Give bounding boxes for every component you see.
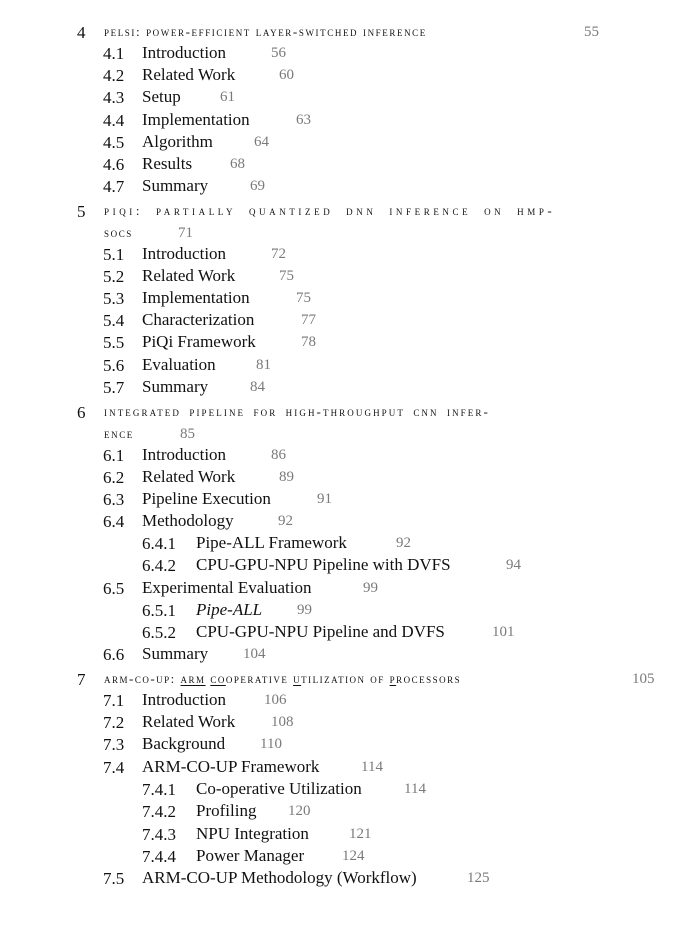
subsection-title[interactable]: Co-operative Utilization (196, 779, 362, 798)
section-number: 6.1 (103, 446, 125, 465)
page-number: 99 (363, 580, 378, 596)
subsection-number: 7.4.2 (142, 802, 176, 821)
page-number: 75 (296, 290, 311, 306)
section-title[interactable]: Introduction (142, 445, 227, 464)
section-title[interactable]: Evaluation (142, 355, 216, 374)
section-title[interactable]: Implementation (142, 288, 250, 307)
chapter-number: 5 (77, 202, 86, 221)
section-number: 4.6 (103, 155, 125, 174)
subsection-number: 7.4.1 (142, 780, 176, 799)
section-number: 5.5 (103, 333, 125, 352)
chapter-number: 6 (77, 403, 86, 422)
subsection-number: 6.5.2 (142, 623, 176, 642)
section-title[interactable]: ARM-CO-UP Methodology (Workflow) (142, 868, 417, 887)
page-number: 124 (342, 848, 365, 864)
section-title[interactable]: Introduction (142, 43, 227, 62)
chapter-title-continued[interactable]: ence (104, 426, 134, 441)
chapter-title[interactable]: arm-co-up: arm cooperative utilization of processors (104, 671, 462, 686)
section-title[interactable]: Introduction (142, 690, 227, 709)
chapter-title[interactable]: piqi: partially quantized dnn inference on hmp- (104, 203, 556, 218)
section-title[interactable]: Summary (142, 176, 209, 195)
section-title[interactable]: Related Work (142, 712, 236, 731)
section-title[interactable]: Setup (142, 87, 181, 106)
section-number: 4.1 (103, 44, 125, 63)
section-number: 5.3 (103, 289, 125, 308)
section-number: 4.2 (103, 66, 125, 85)
section-number: 6.6 (103, 645, 125, 664)
page-number: 60 (279, 67, 294, 83)
section-number: 6.2 (103, 468, 125, 487)
section-title[interactable]: Results (142, 154, 193, 173)
page-number: 91 (317, 491, 332, 507)
section-title[interactable]: Summary (142, 377, 209, 396)
section-number: 7.3 (103, 735, 125, 754)
section-title[interactable]: Implementation (142, 110, 250, 129)
page-number: 99 (297, 602, 312, 618)
page-number: 92 (278, 513, 293, 529)
page-number: 89 (279, 469, 294, 485)
section-title[interactable]: Background (142, 734, 226, 753)
section-title[interactable]: ARM-CO-UP Framework (142, 757, 320, 776)
page-number: 69 (250, 178, 265, 194)
page-number: 56 (271, 45, 286, 61)
section-number: 7.2 (103, 713, 125, 732)
chapter-title[interactable]: integrated pipeline for high-throughput cnn infer- (104, 404, 490, 419)
subsection-title[interactable]: CPU-GPU-NPU Pipeline and DVFS (196, 622, 445, 641)
page-number: 81 (256, 357, 271, 373)
subsection-number: 6.4.2 (142, 556, 176, 575)
page-number: 120 (288, 803, 311, 819)
section-number: 4.5 (103, 133, 125, 152)
chapter-title[interactable]: pelsi: power-efficient layer-switched inference (104, 24, 427, 39)
subsection-title[interactable]: Pipe-ALL Framework (196, 533, 347, 552)
section-number: 4.4 (103, 111, 125, 130)
section-title[interactable]: Related Work (142, 266, 236, 285)
section-title[interactable]: Introduction (142, 244, 227, 263)
page-number: 77 (301, 312, 316, 328)
section-number: 4.7 (103, 177, 125, 196)
section-number: 4.3 (103, 88, 125, 107)
section-title[interactable]: Related Work (142, 65, 236, 84)
subsection-title[interactable]: Profiling (196, 801, 257, 820)
section-number: 6.5 (103, 579, 125, 598)
section-number: 5.4 (103, 311, 125, 330)
page-number: 55 (584, 24, 599, 40)
page-number: 84 (250, 379, 265, 395)
subsection-number: 6.4.1 (142, 534, 176, 553)
section-title[interactable]: PiQi Framework (142, 332, 256, 351)
section-number: 5.2 (103, 267, 125, 286)
page-number: 114 (361, 759, 383, 775)
subsection-title[interactable]: Power Manager (196, 846, 305, 865)
page-number: 94 (506, 557, 521, 573)
page-number: 114 (404, 781, 426, 797)
section-title[interactable]: Related Work (142, 467, 236, 486)
page-number: 71 (178, 225, 193, 241)
subsection-number: 7.4.4 (142, 847, 176, 866)
chapter-number: 7 (77, 670, 86, 689)
subsection-number: 7.4.3 (142, 825, 176, 844)
page-number: 72 (271, 246, 286, 262)
subsection-title[interactable]: CPU-GPU-NPU Pipeline with DVFS (196, 555, 451, 574)
section-number: 7.5 (103, 869, 125, 888)
chapter-title-continued[interactable]: socs (104, 225, 133, 240)
section-number: 5.6 (103, 356, 125, 375)
subsection-title[interactable]: NPU Integration (196, 824, 309, 843)
subsection-title[interactable]: Pipe-ALL (196, 600, 263, 619)
section-number: 7.1 (103, 691, 125, 710)
section-number: 5.7 (103, 378, 125, 397)
section-title[interactable]: Characterization (142, 310, 255, 329)
page-number: 64 (254, 134, 269, 150)
page-number: 106 (264, 692, 287, 708)
page-number: 104 (243, 646, 266, 662)
subsection-number: 6.5.1 (142, 601, 176, 620)
page-number: 86 (271, 447, 286, 463)
section-number: 6.4 (103, 512, 125, 531)
page-number: 101 (492, 624, 515, 640)
section-title[interactable]: Methodology (142, 511, 234, 530)
section-title[interactable]: Experimental Evaluation (142, 578, 312, 597)
page-number: 75 (279, 268, 294, 284)
page-number: 110 (260, 736, 282, 752)
page-number: 78 (301, 334, 316, 350)
chapter-number: 4 (77, 23, 86, 42)
page-number: 125 (467, 870, 490, 886)
section-title[interactable]: Summary (142, 644, 209, 663)
page-number: 105 (632, 671, 655, 687)
section-title[interactable]: Pipeline Execution (142, 489, 271, 508)
section-number: 5.1 (103, 245, 125, 264)
page-number: 108 (271, 714, 294, 730)
page-number: 61 (220, 89, 235, 105)
section-title[interactable]: Algorithm (142, 132, 213, 151)
section-number: 6.3 (103, 490, 125, 509)
page-number: 92 (396, 535, 411, 551)
section-number: 7.4 (103, 758, 125, 777)
page-number: 63 (296, 112, 311, 128)
page-number: 85 (180, 426, 195, 442)
page-number: 68 (230, 156, 245, 172)
page-number: 121 (349, 826, 372, 842)
